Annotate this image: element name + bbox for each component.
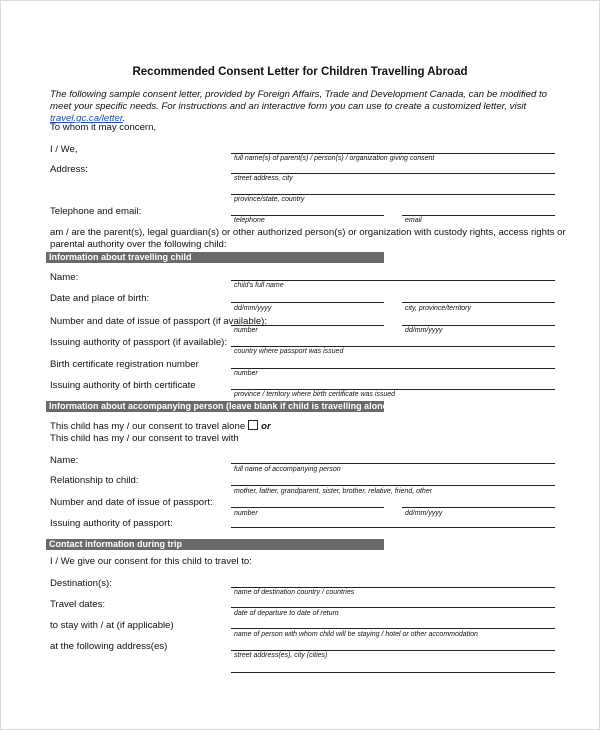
companion-name-caption: full name of accompanying person bbox=[234, 466, 341, 473]
companion-passport-label: Number and date of issue of passport: bbox=[50, 497, 213, 508]
relationship-label: Relationship to child: bbox=[50, 475, 139, 486]
intro-text: The following sample consent letter, provided by Foreign Affairs, Trade and Development Canada, can be modified to meet your specific needs. For instructions and an interactive form you can use to create a customized letter, visit bbox=[50, 89, 548, 112]
birth-certificate-number-field[interactable] bbox=[231, 368, 555, 369]
custody-statement-line-1: am / are the parent(s), legal guardian(s) or other authorized person(s) or organization with custody rights, access rights or bbox=[50, 227, 566, 238]
companion-passport-number-field[interactable] bbox=[231, 507, 384, 508]
birth-certificate-authority-label: Issuing authority of birth certificate bbox=[50, 380, 196, 391]
email-field[interactable] bbox=[402, 215, 555, 216]
telephone-caption: telephone bbox=[234, 217, 265, 224]
stay-address-field-2[interactable] bbox=[231, 672, 555, 673]
travel-with-label: This child has my / our consent to travel with bbox=[50, 433, 239, 444]
dob-field[interactable] bbox=[231, 302, 384, 303]
or-label: or bbox=[261, 421, 271, 432]
telephone-field[interactable] bbox=[231, 215, 384, 216]
child-passport-issue-caption: dd/mm/yyyy bbox=[405, 327, 443, 334]
relationship-field[interactable] bbox=[231, 485, 555, 486]
salutation: To whom it may concern, bbox=[50, 122, 157, 133]
intro-end: . bbox=[122, 113, 126, 124]
child-passport-number-caption: number bbox=[234, 327, 258, 334]
street-caption: street address, city bbox=[234, 175, 293, 182]
stay-with-field[interactable] bbox=[231, 628, 555, 629]
birth-city-field[interactable] bbox=[402, 302, 555, 303]
province-caption: province/state, country bbox=[234, 196, 305, 203]
birth-city-caption: city, province/territory bbox=[405, 305, 471, 312]
companion-passport-issue-caption: dd/mm/yyyy bbox=[405, 510, 443, 517]
dob-caption: dd/mm/yyyy bbox=[234, 305, 272, 312]
section-heading-child: Information about travelling child bbox=[46, 252, 384, 263]
travel-alone-label: This child has my / our consent to travel alone bbox=[50, 421, 246, 432]
birth-certificate-authority-field[interactable] bbox=[231, 389, 555, 390]
section-heading-companion: Information about accompanying person (leave blank if child is travelling alone) bbox=[46, 401, 384, 412]
address-label: Address: bbox=[50, 164, 88, 175]
travel-letter-link[interactable]: travel.gc.ca/letter bbox=[50, 113, 123, 124]
street-address-field[interactable] bbox=[231, 173, 555, 174]
travel-alone-line bbox=[50, 420, 271, 432]
section-heading-trip: Contact information during trip bbox=[46, 539, 384, 550]
child-name-caption: child's full name bbox=[234, 282, 284, 289]
parent-name-field[interactable] bbox=[231, 153, 555, 154]
child-passport-number-field[interactable] bbox=[231, 325, 384, 326]
companion-passport-number-caption: number bbox=[234, 510, 258, 517]
addresses-label: at the following address(es) bbox=[50, 641, 168, 652]
dob-place-label: Date and place of birth: bbox=[50, 293, 150, 304]
child-name-label: Name: bbox=[50, 272, 79, 283]
relationship-caption: mother, father, grandparent, sister, brother, relative, friend, other bbox=[234, 488, 433, 495]
document-title: Recommended Consent Letter for Children Travelling Abroad bbox=[132, 66, 468, 78]
email-caption: email bbox=[405, 217, 422, 224]
stay-with-label: to stay with / at (if applicable) bbox=[50, 620, 174, 631]
intro-paragraph bbox=[50, 89, 570, 125]
custody-statement-line-2: parental authority over the following child: bbox=[50, 239, 227, 250]
companion-passport-issue-date-field[interactable] bbox=[402, 507, 555, 508]
birth-certificate-province-caption: province / territory where birth certificate was issued bbox=[234, 391, 396, 398]
companion-name-label: Name: bbox=[50, 455, 79, 466]
destination-caption: name of destination country / countries bbox=[234, 589, 355, 596]
child-passport-authority-field[interactable] bbox=[231, 346, 555, 347]
trip-consent-label: I / We give our consent for this child to travel to: bbox=[50, 556, 252, 567]
telephone-email-label: Telephone and email: bbox=[50, 206, 142, 217]
stay-with-caption: name of person with whom child will be staying / hotel or other accommodation bbox=[234, 631, 478, 638]
birth-certificate-number-caption: number bbox=[234, 370, 258, 377]
companion-name-field[interactable] bbox=[231, 463, 555, 464]
i-we-label: I / We, bbox=[50, 144, 78, 155]
companion-passport-authority-field[interactable] bbox=[231, 527, 555, 528]
stay-address-field[interactable] bbox=[231, 650, 555, 651]
child-name-field[interactable] bbox=[231, 280, 555, 281]
travel-dates-caption: date of departure to date of return bbox=[234, 610, 339, 617]
travel-dates-field[interactable] bbox=[231, 607, 555, 608]
province-country-field[interactable] bbox=[231, 194, 555, 195]
travel-dates-label: Travel dates: bbox=[50, 599, 106, 610]
parent-name-caption: full name(s) of parent(s) / person(s) / organization giving consent bbox=[234, 155, 435, 162]
child-passport-issue-date-field[interactable] bbox=[402, 325, 555, 326]
destination-label: Destination(s): bbox=[50, 578, 112, 589]
passport-country-caption: country where passport was issued bbox=[234, 348, 344, 355]
destination-field[interactable] bbox=[231, 587, 555, 588]
birth-certificate-label: Birth certificate registration number bbox=[50, 359, 199, 370]
child-passport-label: Number and date of issue of passport (if available): bbox=[50, 316, 268, 327]
stay-address-caption: street address(es), city (cities) bbox=[234, 652, 328, 659]
travel-alone-checkbox[interactable] bbox=[248, 420, 258, 430]
companion-passport-authority-label: Issuing authority of passport: bbox=[50, 518, 173, 529]
child-passport-authority-label: Issuing authority of passport (if available): bbox=[50, 337, 228, 348]
